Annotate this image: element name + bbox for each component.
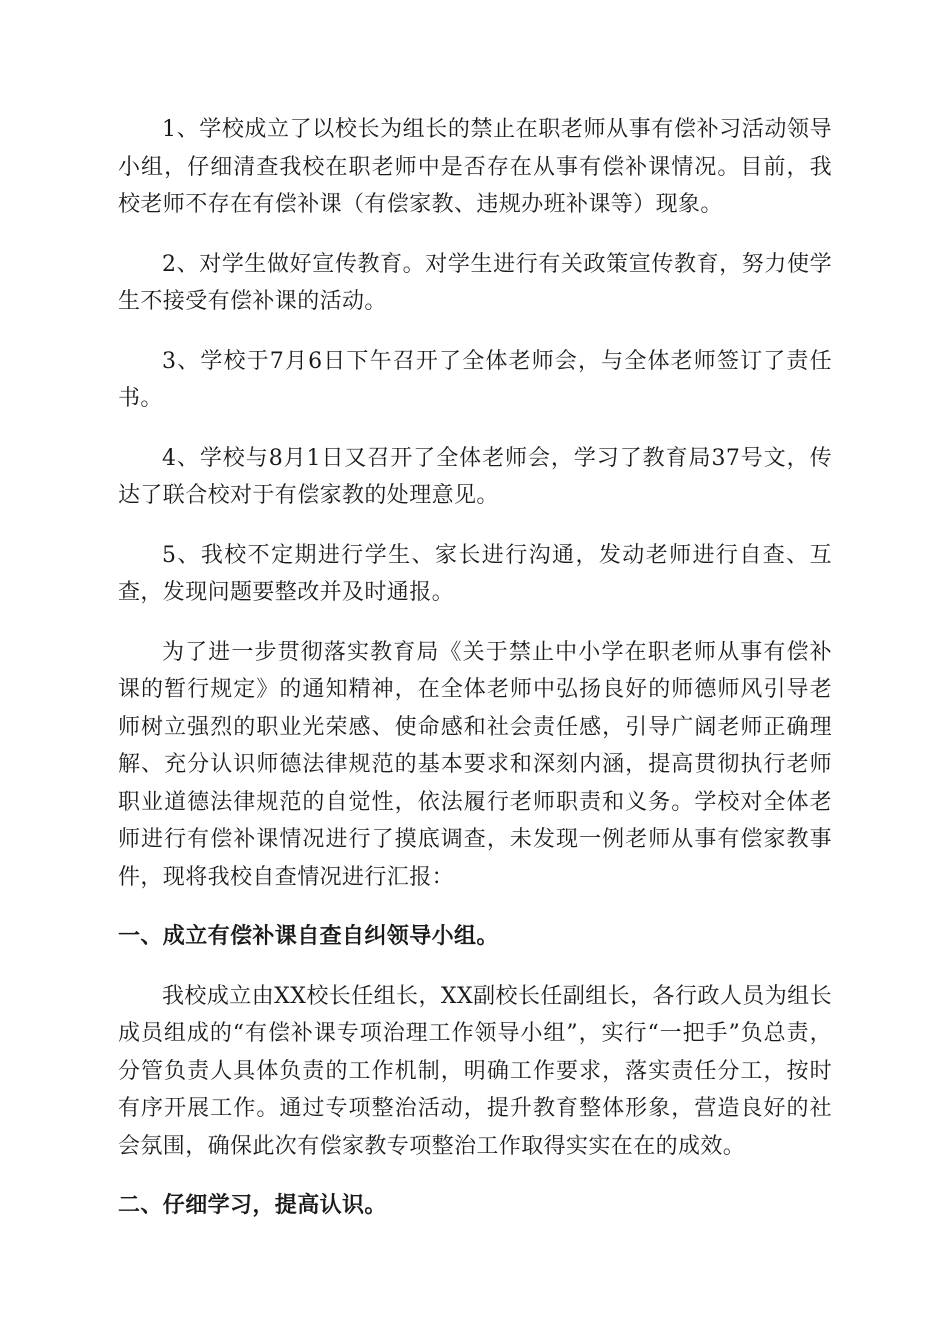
paragraph-1: 1、学校成立了以校长为组长的禁止在职老师从事有偿补习活动领导小组，仔细清查我校在职老师中是否存在从事有偿补课情况。目前，我校老师不存在有偿补课（有偿家教、违规办班补课等）现象。 xyxy=(118,117,832,217)
paragraph-2: 2、对学生做好宣传教育。对学生进行有关政策宣传教育，努力使学生不接受有偿补课的活动。 xyxy=(118,251,832,314)
section-heading-1: 一、成立有偿补课自查自纠领导小组。 xyxy=(118,924,499,949)
paragraph-6: 为了进一步贯彻落实教育局《关于禁止中小学在职老师从事有偿补课的暂行规定》的通知精神，在全体老师中弘扬良好的师德师风引导老师树立强烈的职业光荣感、使命感和社会责任感，引导广阔老师正确理解、充分认识师德法律规范的基本要求和深刻内涵，提高贯彻执行老师职业道德法律规范的自觉性，依法履行老师职责和义务。学校对全体老师进行有偿补课情况进行了摸底调查，未发现一例老师从事有偿家教事件，现将我校自查情况进行汇报： xyxy=(118,639,832,890)
section-heading-2: 二、仔细学习，提高认识。 xyxy=(118,1193,387,1218)
paragraph-4: 4、学校与8月1日又召开了全体老师会，学习了教育局37号文，传达了联合校对于有偿家教的处理意见。 xyxy=(118,445,832,508)
document-page xyxy=(118,111,832,1247)
paragraph-7: 我校成立由XX校长任组长，XX副校长任副组长，各行政人员为组长成员组成的“有偿补课专项治理工作领导小组”，实行“一把手”负总责，分管负责人具体负责的工作机制，明确工作要求，落实责任分工，按时有序开展工作。通过专项整治活动，提升教育整体形象，营造良好的社会氛围，确保此次有偿家教专项整治工作取得实实在在的成效。 xyxy=(118,983,832,1159)
paragraph-5: 5、我校不定期进行学生、家长进行沟通，发动老师进行自查、互查，发现问题要整改并及时通报。 xyxy=(118,542,832,605)
paragraph-3: 3、学校于7月6日下午召开了全体老师会，与全体老师签订了责任书。 xyxy=(118,348,832,411)
